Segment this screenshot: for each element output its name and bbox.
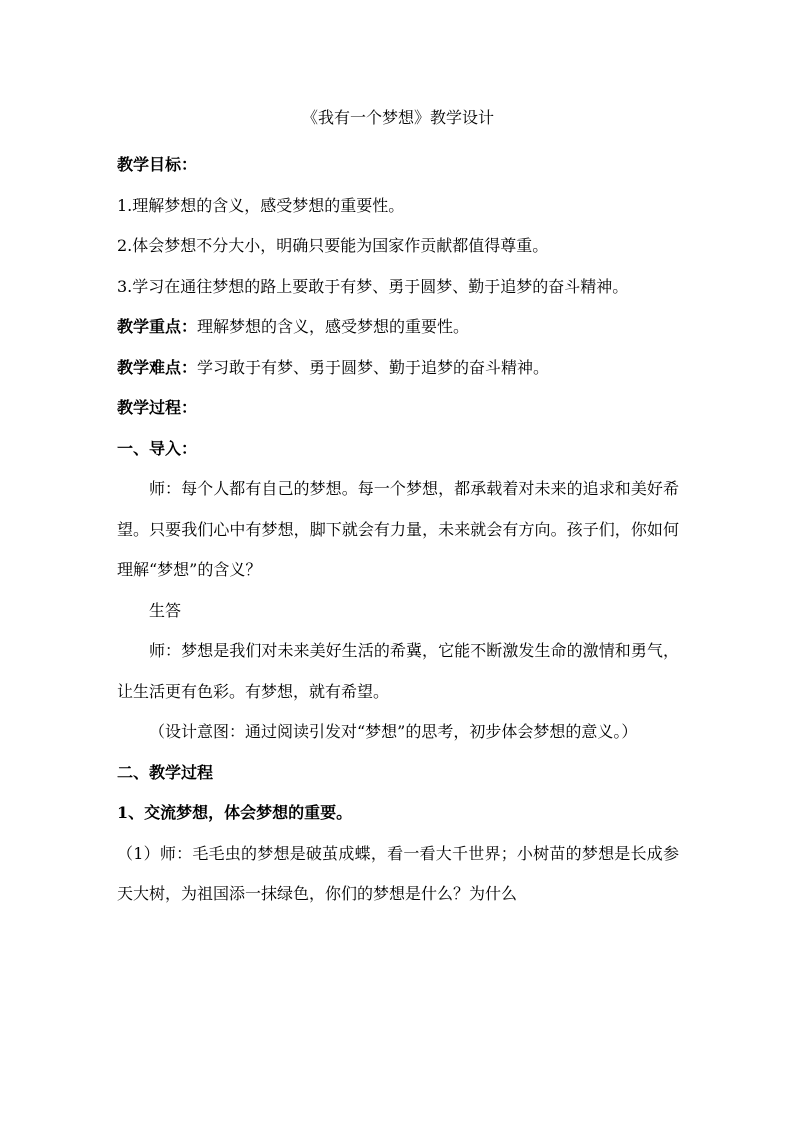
design-intent: （设计意图：通过阅读引发对“梦想”的思考，初步体会梦想的意义。） (149, 722, 638, 741)
intro-paragraph: 师：梦想是我们对未来美好生活的希冀，它能不断激发生命的激情和勇气，让生活更有色彩。有梦想，就有希望。 (117, 641, 679, 701)
section-process-heading: 二、教学过程 (117, 762, 214, 782)
goal-item: 2.体会梦想不分大小，明确只要能为国家作贡献都值得尊重。 (117, 236, 549, 255)
intro-paragraph: 师：每个人都有自己的梦想。每一个梦想，都承载着对未来的追求和美好希望。只要我们心中有梦想，脚下就会有力量，未来就会有方向。孩子们，你如何理解“梦想”的含义？ (117, 479, 679, 579)
goals-heading: 教学目标： (117, 155, 198, 174)
difficulty-text: 学习敢于有梦、勇于圆梦、勤于追梦的奋斗精神。 (197, 357, 550, 377)
difficulty-label: 教学难点： (117, 357, 198, 377)
difficulty (117, 348, 679, 389)
document-title: 《我有一个梦想》教学设计 (301, 108, 494, 127)
goal-item: 3.学习在通往梦想的路上要敢于有梦、勇于圆梦、勤于追梦的奋斗精神。 (117, 276, 629, 296)
key-point (117, 307, 679, 348)
process-heading: 教学过程： (117, 398, 198, 417)
document-body (117, 104, 679, 915)
intro-paragraph: 生答 (149, 600, 182, 620)
key-point-text: 理解梦想的含义，感受梦想的重要性。 (197, 317, 470, 336)
subsection-heading: 1、交流梦想，体会梦想的重要。 (117, 803, 353, 822)
section-intro-heading: 一、导入： (117, 438, 198, 458)
subsection-paragraph: （1）师：毛毛虫的梦想是破茧成蝶，看一看大千世界；小树苗的梦想是长成参天大树，为祖国添一抹绿色，你们的梦想是什么？为什么 (117, 843, 679, 903)
goal-item: 1.理解梦想的含义，感受梦想的重要性。 (117, 195, 405, 215)
key-point-label: 教学重点： (117, 317, 198, 336)
